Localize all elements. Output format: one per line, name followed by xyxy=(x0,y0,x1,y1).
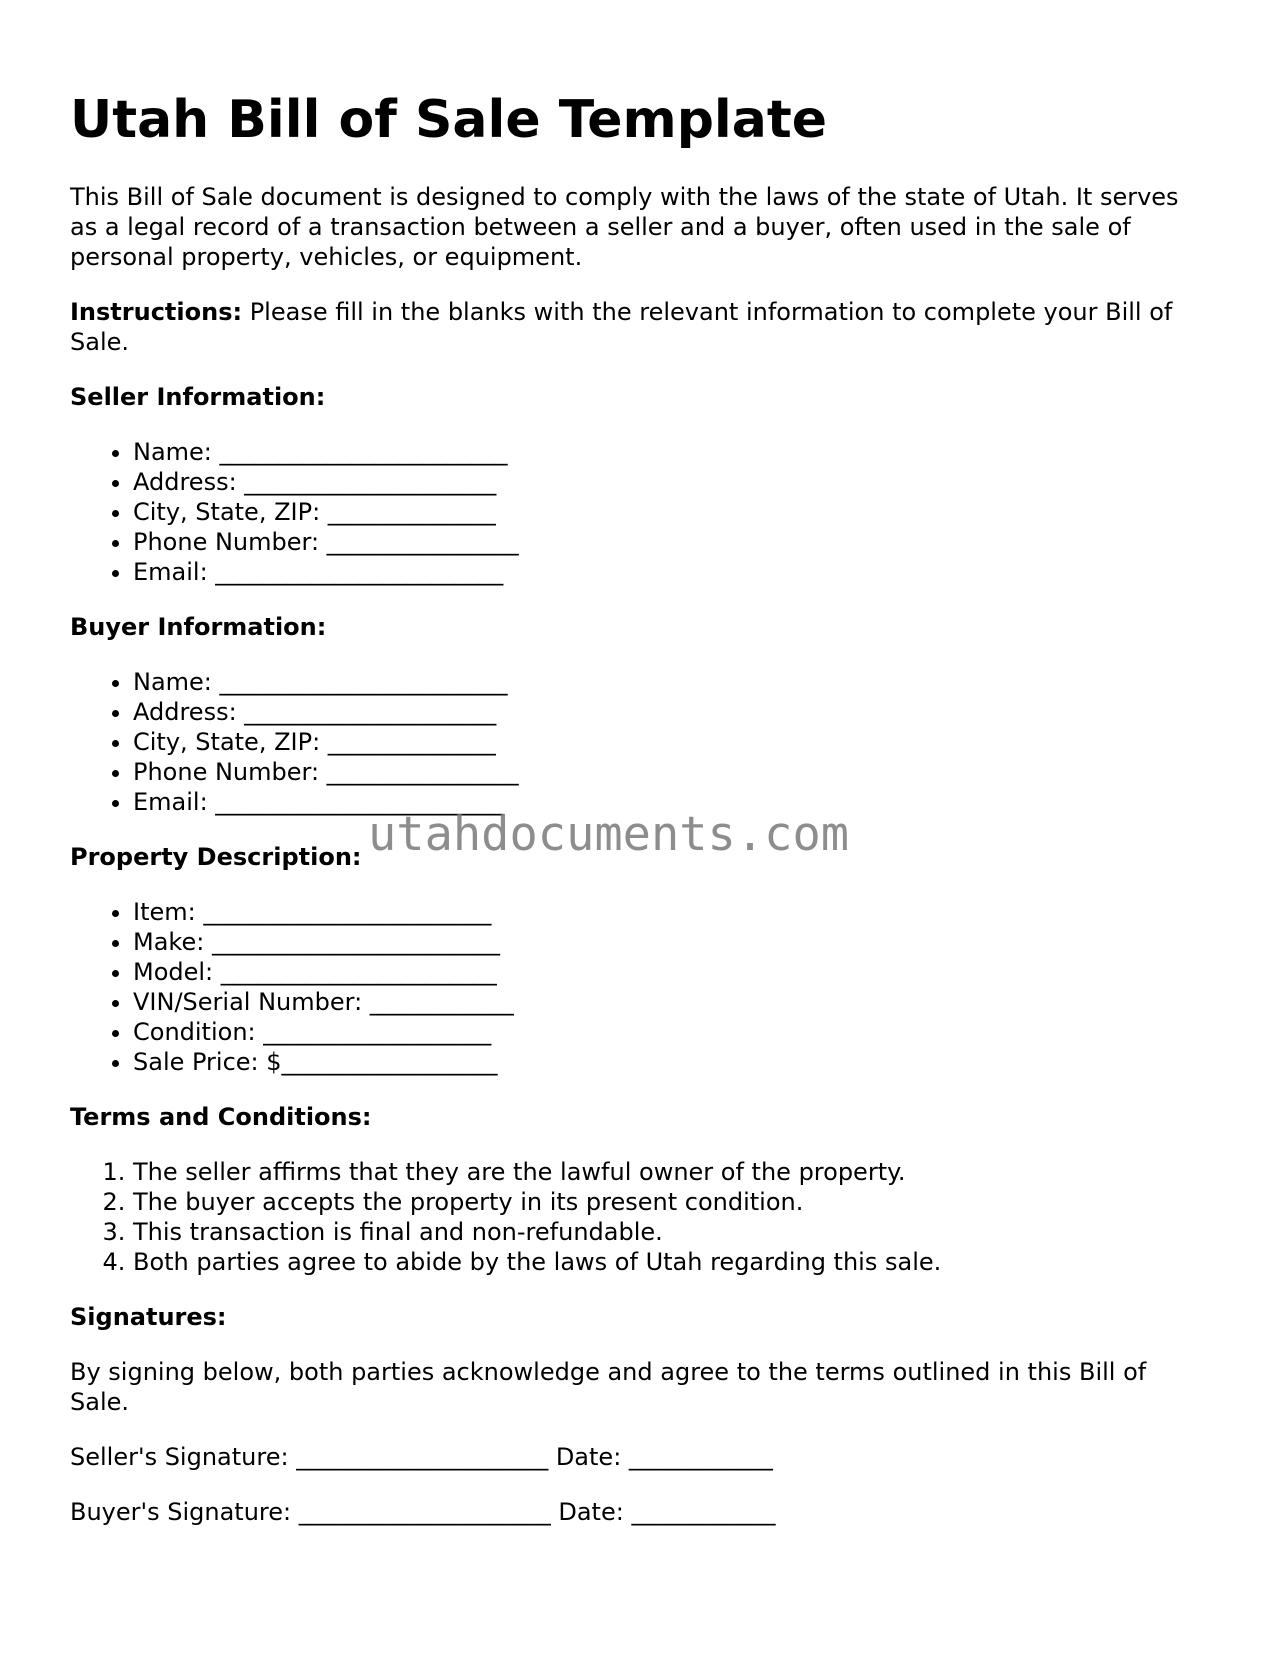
buyer-address-field: • Address: _____________________ xyxy=(133,697,1210,727)
buyer-city-state-zip-field: • City, State, ZIP: ______________ xyxy=(133,727,1210,757)
buyer-heading: Buyer Information: xyxy=(70,613,327,641)
terms-item: 1. The seller affirms that they are the lawful owner of the property. xyxy=(133,1157,1210,1187)
property-make-field: • Make: ________________________ xyxy=(133,927,1210,957)
buyer-fields-list xyxy=(70,667,1210,817)
seller-phone-field: • Phone Number: ________________ xyxy=(133,527,1210,557)
terms-item: 2. The buyer accepts the property in its present condition. xyxy=(133,1187,1210,1217)
terms-item: 4. Both parties agree to abide by the laws of Utah regarding this sale. xyxy=(133,1247,1210,1277)
instructions-text: Please fill in the blanks with the relevant information to complete your Bill of Sale. xyxy=(70,298,1173,356)
seller-city-state-zip-field: • City, State, ZIP: ______________ xyxy=(133,497,1210,527)
terms-heading: Terms and Conditions: xyxy=(70,1103,372,1131)
buyer-email-field: • Email: ________________________ xyxy=(133,787,1210,817)
instructions-paragraph xyxy=(70,297,1210,357)
page-title: Utah Bill of Sale Template xyxy=(70,90,827,150)
seller-email-field: • Email: ________________________ xyxy=(133,557,1210,587)
buyer-name-field: • Name: ________________________ xyxy=(133,667,1210,697)
terms-item: 3. This transaction is final and non-refundable. xyxy=(133,1217,1210,1247)
signatures-statement: By signing below, both parties acknowledge and agree to the terms outlined in this Bill of Sale. xyxy=(70,1358,1147,1416)
watermark-text: utahdocuments.com xyxy=(368,807,850,862)
signatures-heading: Signatures: xyxy=(70,1303,227,1331)
intro-paragraph: This Bill of Sale document is designed to comply with the laws of the state of Utah. It serves as a legal record of a transaction between a seller and a buyer, often used in the sale of personal property, vehicles, or equipment. xyxy=(70,183,1179,271)
property-fields-list xyxy=(70,897,1210,1077)
buyer-phone-field: • Phone Number: ________________ xyxy=(133,757,1210,787)
property-sale-price-field: • Sale Price: $__________________ xyxy=(133,1047,1210,1077)
seller-fields-list xyxy=(70,437,1210,587)
property-item-field: • Item: ________________________ xyxy=(133,897,1210,927)
seller-heading: Seller Information: xyxy=(70,383,326,411)
property-vin-field: • VIN/Serial Number: ____________ xyxy=(133,987,1210,1017)
seller-signature-line: Seller's Signature: _____________________ Date: ____________ xyxy=(70,1443,773,1471)
terms-list xyxy=(70,1157,1210,1277)
property-model-field: • Model: _______________________ xyxy=(133,957,1210,987)
property-condition-field: • Condition: ___________________ xyxy=(133,1017,1210,1047)
seller-address-field: • Address: _____________________ xyxy=(133,467,1210,497)
seller-name-field: • Name: ________________________ xyxy=(133,437,1210,467)
instructions-label: Instructions: xyxy=(70,298,243,326)
property-heading: Property Description: xyxy=(70,843,362,871)
buyer-signature-line: Buyer's Signature: _____________________ Date: ____________ xyxy=(70,1498,776,1526)
